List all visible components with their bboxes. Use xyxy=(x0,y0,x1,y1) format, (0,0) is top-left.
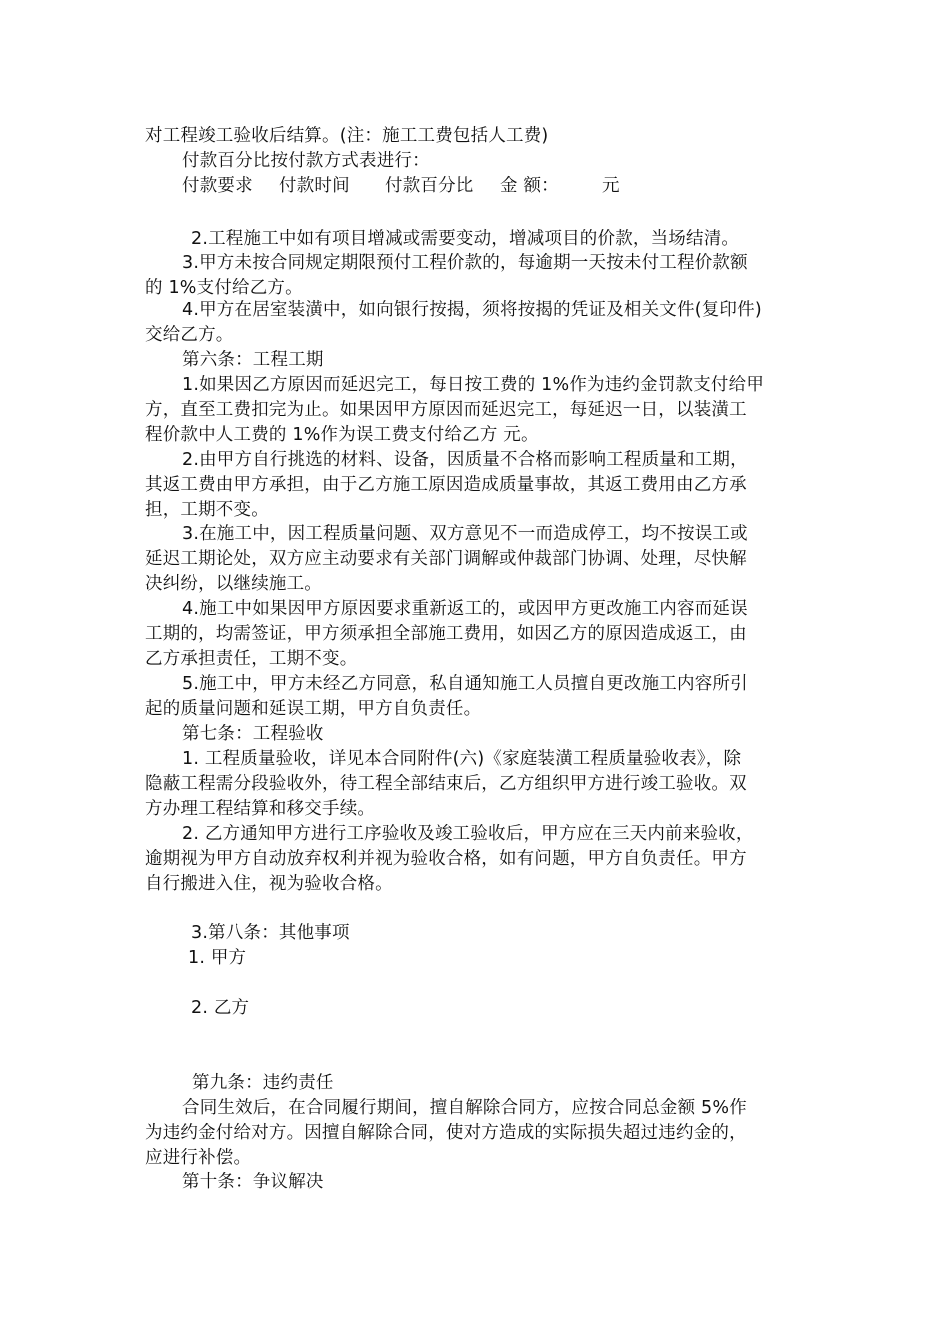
payment-unit: 元 xyxy=(602,176,620,196)
text-line: 决纠纷，以继续施工。 xyxy=(145,574,322,594)
text-line: 应进行补偿。 xyxy=(145,1148,252,1168)
text-line: 其返工费由甲方承担，由于乙方施工原因造成质量事故，其返工费用由乙方承 xyxy=(145,475,747,495)
text-line: 对工程竣工验收后结算。(注：施工工费包括人工费) xyxy=(145,126,549,146)
payment-col-percent: 付款百分比 xyxy=(385,176,474,196)
text-line: 工期的，均需签证，甲方须承担全部施工费用，如因乙方的原因造成返工，由 xyxy=(145,624,747,644)
text-line: 方办理工程结算和移交手续。 xyxy=(145,799,376,819)
text-line: 2. 乙方 xyxy=(191,998,250,1018)
text-line: 付款百分比按付款方式表进行： xyxy=(182,151,430,171)
text-line: 4.施工中如果因甲方原因要求重新返工的，或因甲方更改施工内容而延误 xyxy=(182,599,748,619)
text-line: 2.由甲方自行挑选的材料、设备，因质量不合格而影响工程质量和工期， xyxy=(182,450,748,470)
text-line: 3.甲方未按合同规定期限预付工程价款的，每逾期一天按未付工程价款额 xyxy=(182,253,748,273)
payment-col-amount: 金 额： xyxy=(500,176,559,196)
text-line: 担，工期不变。 xyxy=(145,500,269,520)
text-line: 1. 甲方 xyxy=(188,948,247,968)
text-line: 的 1%支付给乙方。 xyxy=(145,278,303,298)
payment-col-time: 付款时间 xyxy=(279,176,350,196)
text-line: 逾期视为甲方自动放弃权利并视为验收合格，如有问题，甲方自负责任。甲方 xyxy=(145,849,747,869)
section-heading: 第十条：争议解决 xyxy=(182,1172,324,1192)
text-line: 4.甲方在居室装潢中，如向银行按揭，须将按揭的凭证及相关文件(复印件) xyxy=(182,300,762,320)
text-line: 2.工程施工中如有项目增减或需要变动，增减项目的价款，当场结清。 xyxy=(191,229,740,249)
text-line: 合同生效后，在合同履行期间，擅自解除合同方，应按合同总金额 5%作 xyxy=(182,1098,747,1118)
text-line: 1. 工程质量验收，详见本合同附件(六)《家庭装潢工程质量验收表》，除 xyxy=(182,749,742,769)
section-heading: 第六条：工程工期 xyxy=(182,350,324,370)
text-line: 方，直至工费扣完为止。如果因甲方原因而延迟完工，每延迟一日，以装潢工 xyxy=(145,400,747,420)
section-heading: 第七条：工程验收 xyxy=(182,724,324,744)
text-line: 程价款中人工费的 1%作为误工费支付给乙方 元。 xyxy=(145,425,539,445)
text-line: 乙方承担责任，工期不变。 xyxy=(145,649,358,669)
payment-col-requirement: 付款要求 xyxy=(182,176,253,196)
section-heading: 3.第八条：其他事项 xyxy=(191,923,350,943)
section-heading: 第九条：违约责任 xyxy=(192,1073,334,1093)
text-line: 起的质量问题和延误工期，甲方自负责任。 xyxy=(145,699,482,719)
text-line: 自行搬进入住，视为验收合格。 xyxy=(145,874,393,894)
text-line: 延迟工期论处，双方应主动要求有关部门调解或仲裁部门协调、处理，尽快解 xyxy=(145,549,747,569)
text-line: 为违约金付给对方。因擅自解除合同，使对方造成的实际损失超过违约金的， xyxy=(145,1123,747,1143)
text-line: 交给乙方。 xyxy=(145,325,234,345)
text-line: 隐蔽工程需分段验收外，待工程全部结束后，乙方组织甲方进行竣工验收。双 xyxy=(145,774,747,794)
text-line: 5.施工中，甲方未经乙方同意，私自通知施工人员擅自更改施工内容所引 xyxy=(182,674,748,694)
text-line: 2. 乙方通知甲方进行工序验收及竣工验收后，甲方应在三天内前来验收， xyxy=(182,824,754,844)
text-line: 1.如果因乙方原因而延迟完工，每日按工费的 1%作为违约金罚款支付给甲 xyxy=(182,375,765,395)
text-line: 3.在施工中，因工程质量问题、双方意见不一而造成停工，均不按误工或 xyxy=(182,524,748,544)
